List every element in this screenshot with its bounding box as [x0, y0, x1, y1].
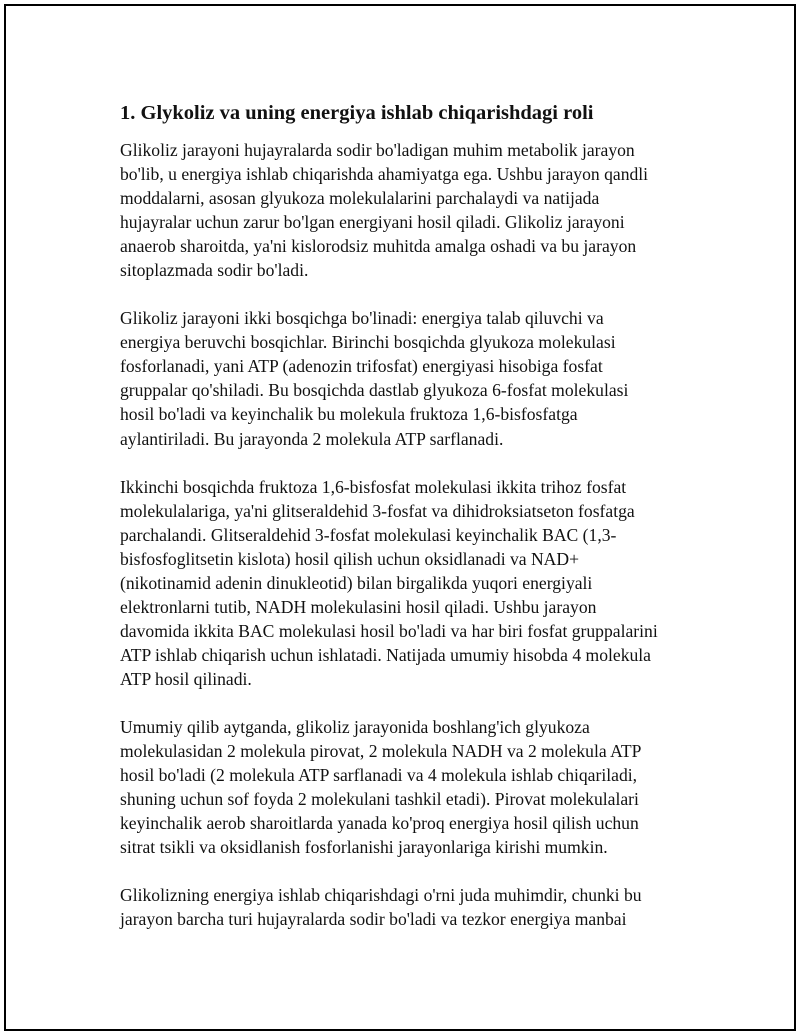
paragraph-line: shuning uchun sof foyda 2 molekulani tashkil etadi). Pirovat molekulalari: [120, 789, 639, 810]
paragraph-line: hosil bo'ladi va keyinchalik bu molekula fruktoza 1,6-bisfosfatga: [120, 404, 578, 425]
paragraph-line: moddalarni, asosan glyukoza molekulalarini parchalaydi va natijada: [120, 188, 600, 209]
paragraph: [120, 138, 692, 282]
document-content: [120, 99, 692, 955]
paragraph-line: hujayralar uchun zarur bo'lgan energiyani hosil qiladi. Glikoliz jarayoni: [120, 212, 625, 233]
paragraph-line: Umumiy qilib aytganda, glikoliz jarayonida boshlang'ich glyukoza: [120, 716, 590, 737]
paragraph-line: parchalandi. Glitseraldehid 3-fosfat molekulasi keyinchalik BAC (1,3-: [120, 524, 617, 545]
paragraph-line: Glikolizning energiya ishlab chiqarishdagi o'rni juda muhimdir, chunki bu: [120, 885, 642, 906]
paragraph-line: sitoplazmada sodir bo'ladi.: [120, 260, 309, 281]
paragraph: [120, 883, 692, 931]
paragraph-line: hosil bo'ladi (2 molekula ATP sarflanadi va 4 molekula ishlab chiqariladi,: [120, 765, 638, 786]
paragraph: [120, 475, 692, 691]
paragraph-line: anaerob sharoitda, ya'ni kislorodsiz muhitda amalga oshadi va bu jarayon: [120, 236, 637, 257]
paragraph-line: Ikkinchi bosqichda fruktoza 1,6-bisfosfat molekulasi ikkita trihoz fosfat: [120, 476, 627, 497]
paragraph-list: [120, 138, 692, 931]
paragraph: [120, 306, 692, 450]
paragraph-line: keyinchalik aerob sharoitlarda yanada ko'proq energiya hosil qilish uchun: [120, 813, 639, 834]
paragraph-line: bisfosfoglitsetin kislota) hosil qilish uchun oksidlanadi va NAD+: [120, 548, 580, 569]
paragraph-line: (nikotinamid adenin dinukleotid) bilan birgalikda yuqori energiyali: [120, 572, 593, 593]
paragraph-line: Glikoliz jarayoni ikki bosqichga bo'linadi: energiya talab qiluvchi va: [120, 308, 604, 329]
paragraph-line: molekulasidan 2 molekula pirovat, 2 molekula NADH va 2 molekula ATP: [120, 741, 642, 762]
paragraph-line: ATP hosil qilinadi.: [120, 668, 252, 689]
paragraph: [120, 715, 692, 859]
paragraph-line: jarayon barcha turi hujayralarda sodir bo'ladi va tezkor energiya manbai: [120, 909, 627, 930]
paragraph-line: aylantiriladi. Bu jarayonda 2 molekula ATP sarflanadi.: [120, 428, 504, 449]
paragraph-line: ATP ishlab chiqarish uchun ishlatadi. Natijada umumiy hisobda 4 molekula: [120, 644, 651, 665]
paragraph-line: gruppalar qo'shiladi. Bu bosqichda dastlab glyukoza 6-fosfat molekulasi: [120, 380, 629, 401]
paragraph-line: sitrat tsikli va oksidlanish fosforlanishi jarayonlariga kirishi mumkin.: [120, 837, 608, 858]
section-heading: 1. Glykoliz va uning energiya ishlab chiqarishdagi roli: [120, 102, 594, 124]
paragraph-line: molekulalariga, ya'ni glitseraldehid 3-fosfat va dihidroksiatseton fosfatga: [120, 500, 635, 521]
paragraph-line: Glikoliz jarayoni hujayralarda sodir bo'ladigan muhim metabolik jarayon: [120, 140, 635, 160]
paragraph-line: fosforlanadi, yani ATP (adenozin trifosfat) energiyasi hisobiga fosfat: [120, 356, 603, 377]
paragraph-line: elektronlarni tutib, NADH molekulasini hosil qiladi. Ushbu jarayon: [120, 596, 597, 617]
paragraph-line: bo'lib, u energiya ishlab chiqarishda ahamiyatga ega. Ushbu jarayon qandli: [120, 164, 649, 185]
document-page: [4, 4, 796, 1031]
paragraph-line: davomida ikkita BAC molekulasi hosil bo'ladi va har biri fosfat gruppalarini: [120, 620, 658, 641]
paragraph-line: energiya beruvchi bosqichlar. Birinchi bosqichda glyukoza molekulasi: [120, 332, 616, 353]
